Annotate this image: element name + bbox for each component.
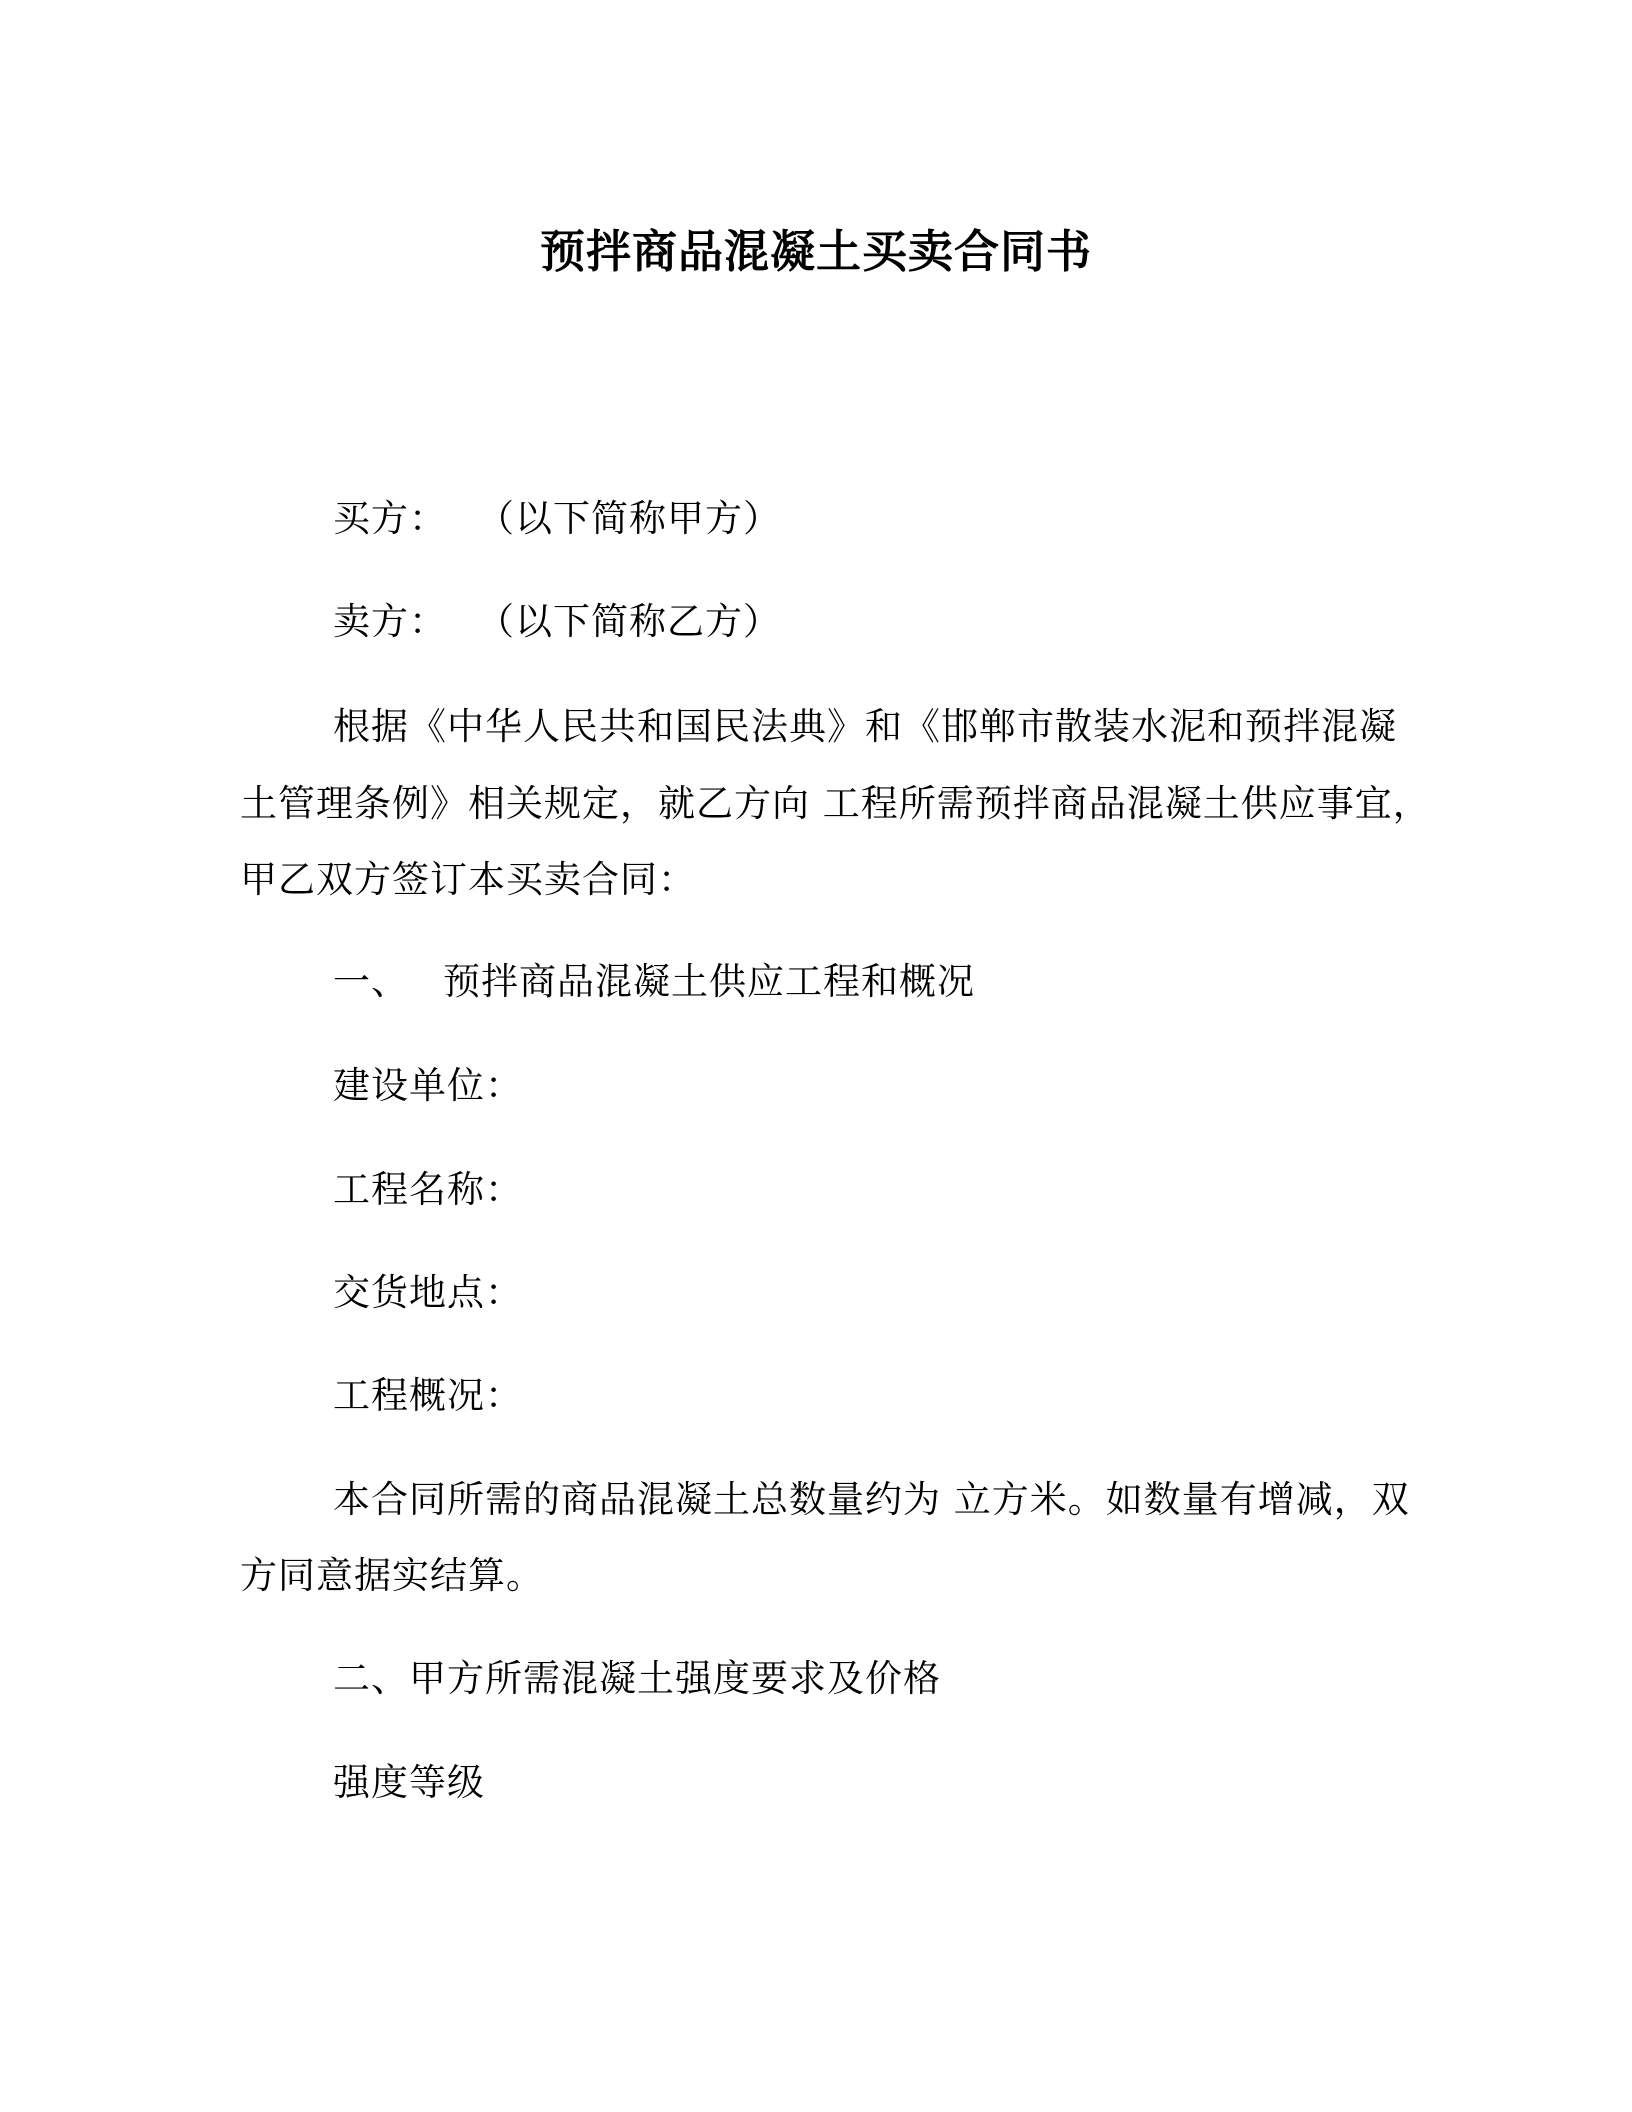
section-1-heading	[333, 957, 975, 1007]
construction-unit-field: 建设单位：	[333, 1064, 523, 1107]
seller-line	[333, 597, 781, 647]
delivery-location-field: 交货地点：	[333, 1271, 523, 1314]
section-1-number: 一、	[333, 960, 409, 1003]
quantity-line-1: 本合同所需的商品混凝土总数量约为 立方米。如数量有增减，双	[333, 1478, 1410, 1521]
seller-label: 卖方：	[333, 600, 447, 643]
seller-note: （以下简称乙方）	[477, 600, 781, 643]
intro-line-2: 土管理条例》相关规定，就乙方向 工程所需预拌商品混凝土供应事宜，	[240, 782, 1431, 825]
document-title: 预拌商品混凝土买卖合同书	[539, 225, 1092, 278]
quantity-line-2: 方同意据实结算。	[240, 1554, 544, 1597]
buyer-line	[333, 494, 781, 544]
section-1-title: 预拌商品混凝土供应工程和概况	[443, 960, 975, 1003]
section-2-heading: 二、甲方所需混凝土强度要求及价格	[333, 1657, 941, 1700]
project-overview-field: 工程概况：	[333, 1374, 523, 1417]
buyer-label: 买方：	[333, 497, 447, 540]
intro-line-1: 根据《中华人民共和国民法典》和《邯郸市散装水泥和预拌混凝	[333, 705, 1397, 748]
strength-grade-label: 强度等级	[333, 1761, 485, 1804]
buyer-note: （以下简称甲方）	[477, 497, 781, 540]
project-name-field: 工程名称：	[333, 1168, 523, 1211]
intro-line-3: 甲乙双方签订本买卖合同：	[240, 858, 696, 901]
